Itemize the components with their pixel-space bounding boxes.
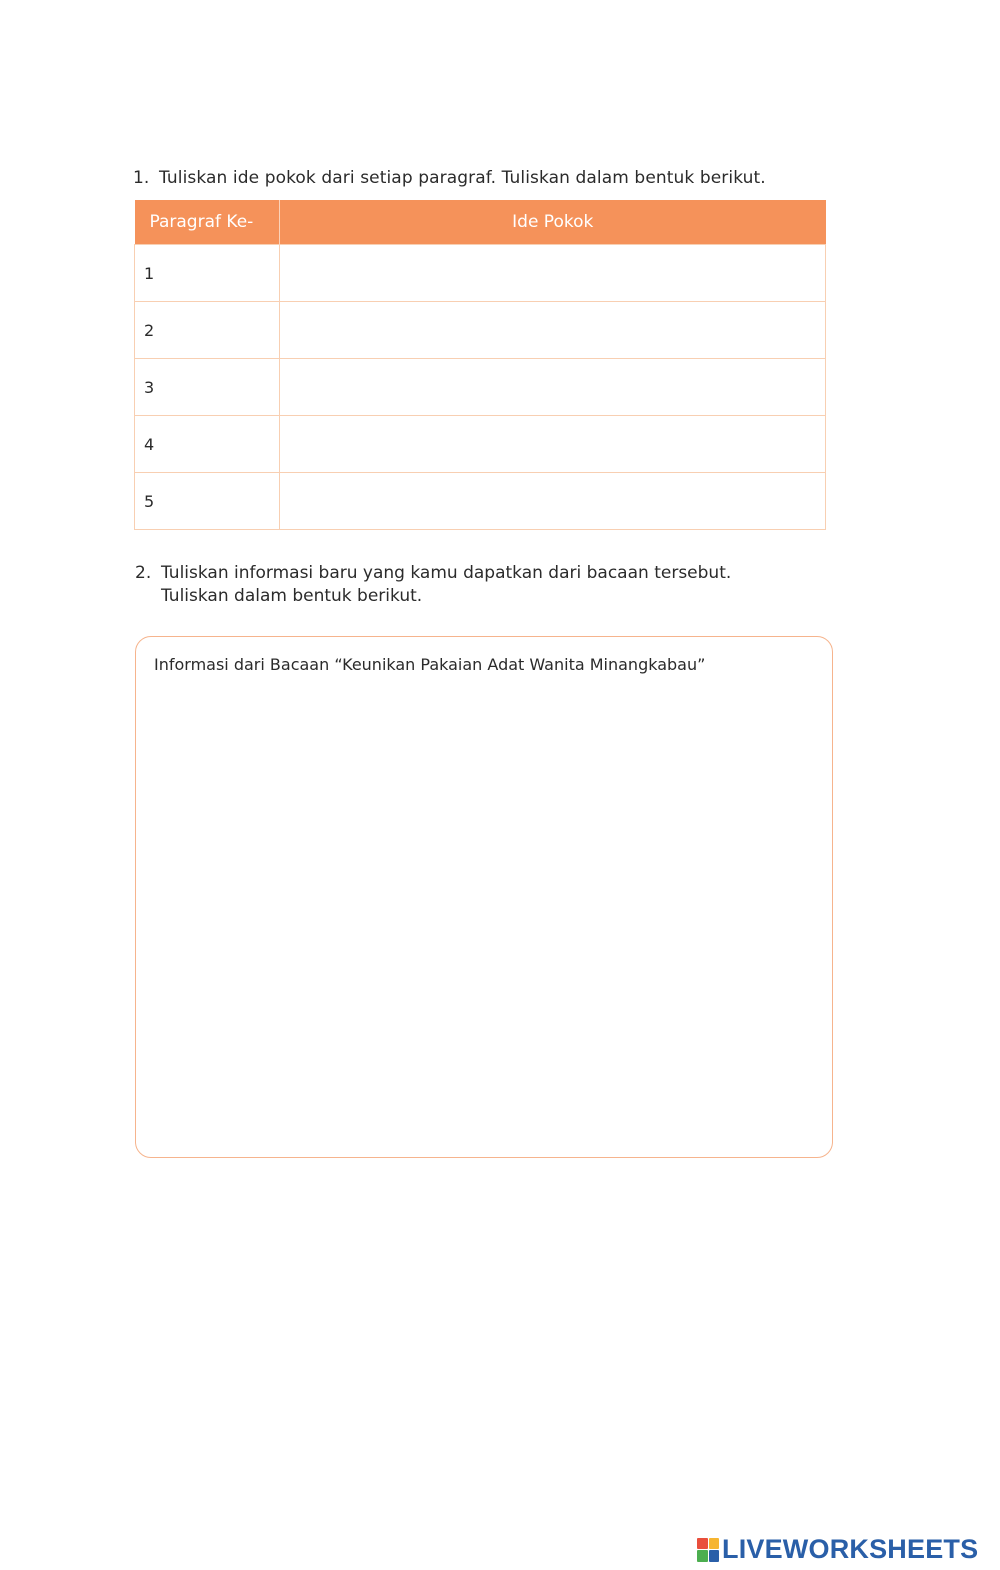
main-idea-input[interactable] <box>280 473 825 529</box>
main-idea-input[interactable] <box>280 416 825 472</box>
main-idea-input[interactable] <box>280 359 825 415</box>
information-answer-area[interactable] <box>152 687 816 1141</box>
paragraph-number: 1 <box>135 245 280 302</box>
information-box <box>135 636 833 1158</box>
main-idea-input[interactable] <box>280 302 825 358</box>
main-idea-table <box>134 200 826 530</box>
main-idea-cell[interactable] <box>280 416 826 473</box>
logo-mark-icon <box>697 1538 719 1562</box>
paragraph-number: 4 <box>135 416 280 473</box>
question-2 <box>135 562 731 608</box>
table-row <box>135 473 826 530</box>
question-1-number: 1. <box>133 168 150 188</box>
main-idea-input[interactable] <box>280 245 825 301</box>
header-main-idea: Ide Pokok <box>280 200 826 245</box>
table-row <box>135 416 826 473</box>
question-2-number: 2. <box>135 563 152 583</box>
logo-text: LIVEWORKSHEETS <box>722 1534 979 1564</box>
paragraph-number: 2 <box>135 302 280 359</box>
paragraph-number: 3 <box>135 359 280 416</box>
table-row <box>135 245 826 302</box>
liveworksheets-logo <box>697 1534 978 1565</box>
table-row <box>135 302 826 359</box>
question-1 <box>133 168 766 188</box>
table-header-row <box>135 200 826 245</box>
main-idea-cell[interactable] <box>280 302 826 359</box>
main-idea-cell[interactable] <box>280 245 826 302</box>
question-2-line-1: Tuliskan informasi baru yang kamu dapatkan dari bacaan tersebut. <box>161 563 732 583</box>
main-idea-cell[interactable] <box>280 473 826 530</box>
information-box-title: Informasi dari Bacaan “Keunikan Pakaian Adat Wanita Minangkabau” <box>154 655 706 674</box>
question-1-text: Tuliskan ide pokok dari setiap paragraf. Tuliskan dalam bentuk berikut. <box>159 168 766 188</box>
header-paragraph: Paragraf Ke- <box>135 200 280 245</box>
question-2-line-2: Tuliskan dalam bentuk berikut. <box>161 586 423 606</box>
table-row <box>135 359 826 416</box>
main-idea-cell[interactable] <box>280 359 826 416</box>
paragraph-number: 5 <box>135 473 280 530</box>
